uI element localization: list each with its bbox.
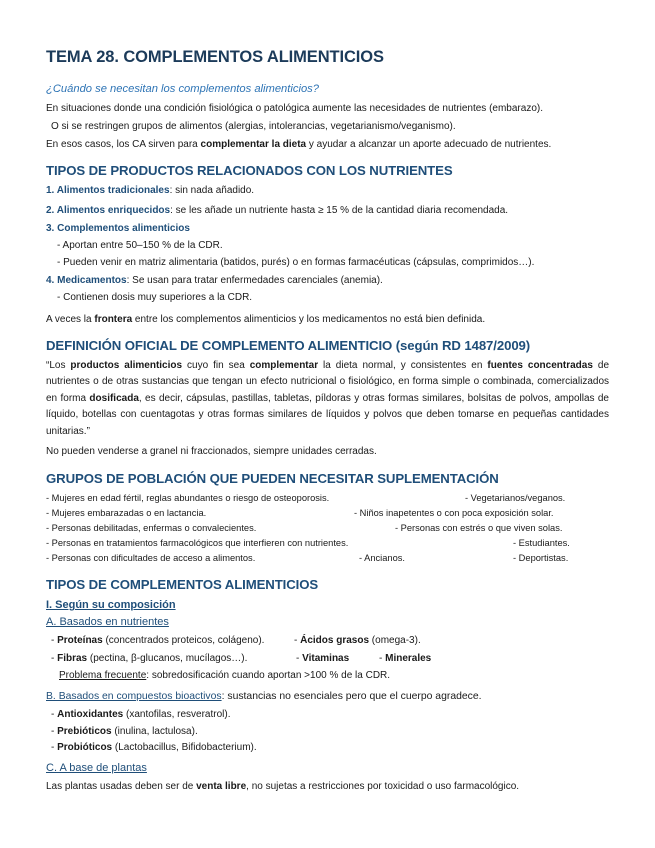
subsection-bioactive: B. Basados en compuestos bioactivos: sustancias no esenciales pero que el cuerpo agradece. bbox=[46, 691, 482, 702]
nutrient-vitamins: - Vitaminas bbox=[296, 653, 350, 664]
type-item-3: 3. Complementos alimenticios bbox=[46, 223, 190, 234]
group-item: - Personas con dificultades de acceso a alimentos. bbox=[46, 553, 256, 563]
definition-quote: “Los productos alimenticios cuyo fin sea complementar la dieta normal, y consistentes en fuentes concentradas de nutrientes o de otras sustancias que tengan un efecto nutricional o fisiológico, en forma simple o combinada, comercializados en forma dosificada, es decir, cápsulas, pastillas, tabletas, píldoras y otras formas similares, bolsitas de polvos, ampollas de líquido, botellas con cuentagotas y otras formas similares de líquidos y polvos que deben tomarse en pequeñas cantidades unitarias.” bbox=[46, 360, 610, 437]
groups-row-2 bbox=[46, 508, 609, 521]
definition-heading: DEFINICIÓN OFICIAL DE COMPLEMENTO ALIMENTICIO (según RD 1487/2009) bbox=[46, 338, 531, 353]
type-item-1: 1. Alimentos tradicionales: sin nada añadido. bbox=[46, 185, 255, 196]
group-item: - Ancianos. bbox=[359, 553, 405, 563]
bioactive-probiotics: - Probióticos (Lactobacillus, Bifidobacterium). bbox=[51, 742, 257, 753]
nutrient-fibers: - Fibras (pectina, β-glucanos, mucílagos…). bbox=[51, 653, 248, 664]
frequent-problem: Problema frecuente: sobredosificación cuando aportan >100 % de la CDR. bbox=[59, 670, 391, 681]
definition-note: No pueden venderse a granel ni fraccionados, siempre unidades cerradas. bbox=[46, 446, 377, 457]
type-item-3-bullet-1: - Aportan entre 50–150 % de la CDR. bbox=[57, 240, 223, 251]
group-item: - Personas con estrés o que viven solas. bbox=[395, 523, 563, 533]
nutrient-minerals: - Minerales bbox=[379, 653, 432, 664]
type-item-3-bullet-2: - Pueden venir en matriz alimentaria (batidos, purés) o en formas farmacéuticas (cápsulas, comprimidos…). bbox=[57, 257, 535, 268]
group-item: - Niños inapetentes o con poca exposición solar. bbox=[354, 508, 554, 518]
subsection-plants: C. A base de plantas bbox=[46, 762, 147, 774]
plants-text: Las plantas usadas deben ser de venta libre, no sujetas a restricciones por toxicidad o uso farmacológico. bbox=[46, 781, 520, 792]
subsection-nutrients: A. Basados en nutrientes bbox=[46, 616, 169, 628]
groups-row-5 bbox=[46, 553, 609, 566]
groups-row-3 bbox=[46, 523, 609, 536]
bioactive-prebiotics: - Prebióticos (inulina, lactulosa). bbox=[51, 726, 198, 737]
types-heading: TIPOS DE PRODUCTOS RELACIONADOS CON LOS NUTRIENTES bbox=[46, 163, 453, 178]
type-item-2: 2. Alimentos enriquecidos: se les añade un nutriente hasta ≥ 15 % de la cantidad diaria recomendada. bbox=[46, 205, 509, 216]
nutrient-proteins: - Proteínas (concentrados proteicos, colágeno). bbox=[51, 635, 265, 646]
page-title: TEMA 28. COMPLEMENTOS ALIMENTICIOS bbox=[46, 48, 384, 66]
group-item: - Mujeres en edad fértil, reglas abundantes o riesgo de osteoporosis. bbox=[46, 493, 330, 503]
intro-line-3: En esos casos, los CA sirven para complementar la dieta y ayudar a alcanzar un aporte adecuado de nutrientes. bbox=[46, 139, 552, 150]
group-item: - Personas en tratamientos farmacológicos que interfieren con nutrientes. bbox=[46, 538, 349, 548]
group-item: - Estudiantes. bbox=[513, 538, 570, 548]
nutrient-fatty-acids: - Ácidos grasos (omega-3). bbox=[294, 635, 421, 646]
type-item-4-bullet-1: - Contienen dosis muy superiores a la CDR. bbox=[57, 292, 253, 303]
intro-line-2: O si se restringen grupos de alimentos (alergias, intolerancias, vegetarianismo/veganismo). bbox=[51, 121, 456, 132]
frontier-note: A veces la frontera entre los complementos alimenticios y los medicamentos no está bien definida. bbox=[46, 314, 486, 325]
intro-question: ¿Cuándo se necesitan los complementos alimenticios? bbox=[46, 83, 319, 95]
groups-row-1 bbox=[46, 493, 609, 506]
groups-heading: GRUPOS DE POBLACIÓN QUE PUEDEN NECESITAR SUPLEMENTACIÓN bbox=[46, 471, 499, 486]
group-item: - Personas debilitadas, enfermas o convalecientes. bbox=[46, 523, 257, 533]
intro-line-1: En situaciones donde una condición fisiológica o patológica aumente las necesidades de nutrientes (embarazo). bbox=[46, 103, 543, 114]
bioactive-antioxidants: - Antioxidantes (xantofilas, resveratrol). bbox=[51, 709, 231, 720]
group-item: - Mujeres embarazadas o en lactancia. bbox=[46, 508, 207, 518]
type-item-4: 4. Medicamentos: Se usan para tratar enfermedades carenciales (anemia). bbox=[46, 275, 383, 286]
group-item: - Vegetarianos/veganos. bbox=[465, 493, 566, 503]
groups-row-4 bbox=[46, 538, 609, 551]
supplements-heading: TIPOS DE COMPLEMENTOS ALIMENTICIOS bbox=[46, 577, 319, 592]
section-composition: I. Según su composición bbox=[46, 599, 176, 611]
group-item: - Deportistas. bbox=[513, 553, 569, 563]
